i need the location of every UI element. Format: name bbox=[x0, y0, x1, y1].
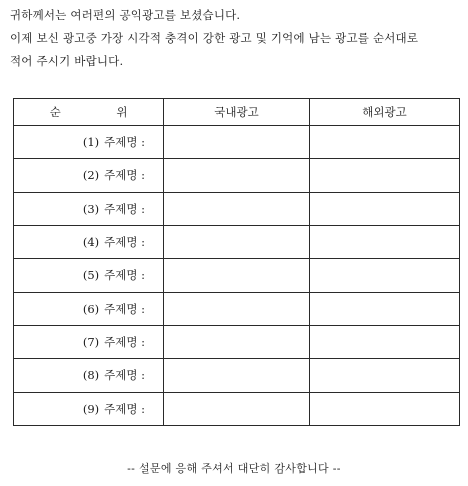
table-row bbox=[14, 192, 460, 225]
intro-text bbox=[10, 4, 462, 73]
domestic-ad-cell[interactable] bbox=[164, 392, 310, 425]
intro-line-2: 이제 보신 광고중 가장 시각적 충격이 강한 광고 및 기억에 남는 광고를 순서대로 bbox=[10, 31, 419, 45]
table-row bbox=[14, 359, 460, 392]
rank-cell bbox=[14, 292, 164, 325]
rank-cell bbox=[14, 325, 164, 358]
domestic-ad-cell[interactable] bbox=[164, 359, 310, 392]
foreign-ad-cell[interactable] bbox=[310, 225, 460, 258]
rank-cell bbox=[14, 126, 164, 159]
topic-name-label: 주제명 : bbox=[104, 268, 145, 283]
table-row bbox=[14, 259, 460, 292]
domestic-ad-cell[interactable] bbox=[164, 159, 310, 192]
domestic-ad-cell[interactable] bbox=[164, 192, 310, 225]
intro-line-3: 적어 주시기 바랍니다. bbox=[10, 54, 124, 68]
rank-cell bbox=[14, 259, 164, 292]
intro-line-1: 귀하께서는 여러편의 공익광고를 보셨습니다. bbox=[10, 8, 241, 22]
header-domestic-ads: 국내광고 bbox=[164, 99, 310, 126]
rank-cell bbox=[14, 192, 164, 225]
domestic-ad-cell[interactable] bbox=[164, 259, 310, 292]
table-header-row bbox=[14, 99, 460, 126]
table-row bbox=[14, 392, 460, 425]
rank-number: (2) bbox=[82, 168, 100, 183]
table-row bbox=[14, 325, 460, 358]
topic-name-label: 주제명 : bbox=[104, 168, 145, 183]
rank-cell bbox=[14, 225, 164, 258]
topic-name-label: 주제명 : bbox=[104, 335, 145, 350]
rank-number: (4) bbox=[82, 235, 100, 250]
foreign-ad-cell[interactable] bbox=[310, 392, 460, 425]
topic-name-label: 주제명 : bbox=[104, 401, 145, 416]
rank-number: (6) bbox=[82, 301, 100, 316]
rank-number: (3) bbox=[82, 201, 100, 216]
topic-name-label: 주제명 : bbox=[104, 235, 145, 250]
domestic-ad-cell[interactable] bbox=[164, 225, 310, 258]
foreign-ad-cell[interactable] bbox=[310, 292, 460, 325]
rank-cell bbox=[14, 359, 164, 392]
topic-name-label: 주제명 : bbox=[104, 301, 145, 316]
rank-number: (7) bbox=[82, 335, 100, 350]
domestic-ad-cell[interactable] bbox=[164, 292, 310, 325]
table-row bbox=[14, 292, 460, 325]
foreign-ad-cell[interactable] bbox=[310, 192, 460, 225]
domestic-ad-cell[interactable] bbox=[164, 325, 310, 358]
table-row bbox=[14, 126, 460, 159]
ranking-table bbox=[13, 98, 460, 426]
rank-cell bbox=[14, 159, 164, 192]
topic-name-label: 주제명 : bbox=[104, 201, 145, 216]
rank-number: (9) bbox=[82, 401, 100, 416]
thank-you-note: -- 설문에 응해 주셔서 대단히 감사합니다 -- bbox=[127, 462, 341, 475]
domestic-ad-cell[interactable] bbox=[164, 126, 310, 159]
topic-name-label: 주제명 : bbox=[104, 135, 145, 150]
rank-number: (5) bbox=[82, 268, 100, 283]
topic-name-label: 주제명 : bbox=[104, 368, 145, 383]
foreign-ad-cell[interactable] bbox=[310, 259, 460, 292]
rank-number: (8) bbox=[82, 368, 100, 383]
table-row bbox=[14, 159, 460, 192]
table-row bbox=[14, 225, 460, 258]
header-rank: 순 위 bbox=[14, 99, 164, 126]
foreign-ad-cell[interactable] bbox=[310, 159, 460, 192]
rank-cell bbox=[14, 392, 164, 425]
foreign-ad-cell[interactable] bbox=[310, 359, 460, 392]
rank-number: (1) bbox=[82, 135, 100, 150]
foreign-ad-cell[interactable] bbox=[310, 325, 460, 358]
header-foreign-ads: 해외광고 bbox=[310, 99, 460, 126]
foreign-ad-cell[interactable] bbox=[310, 126, 460, 159]
